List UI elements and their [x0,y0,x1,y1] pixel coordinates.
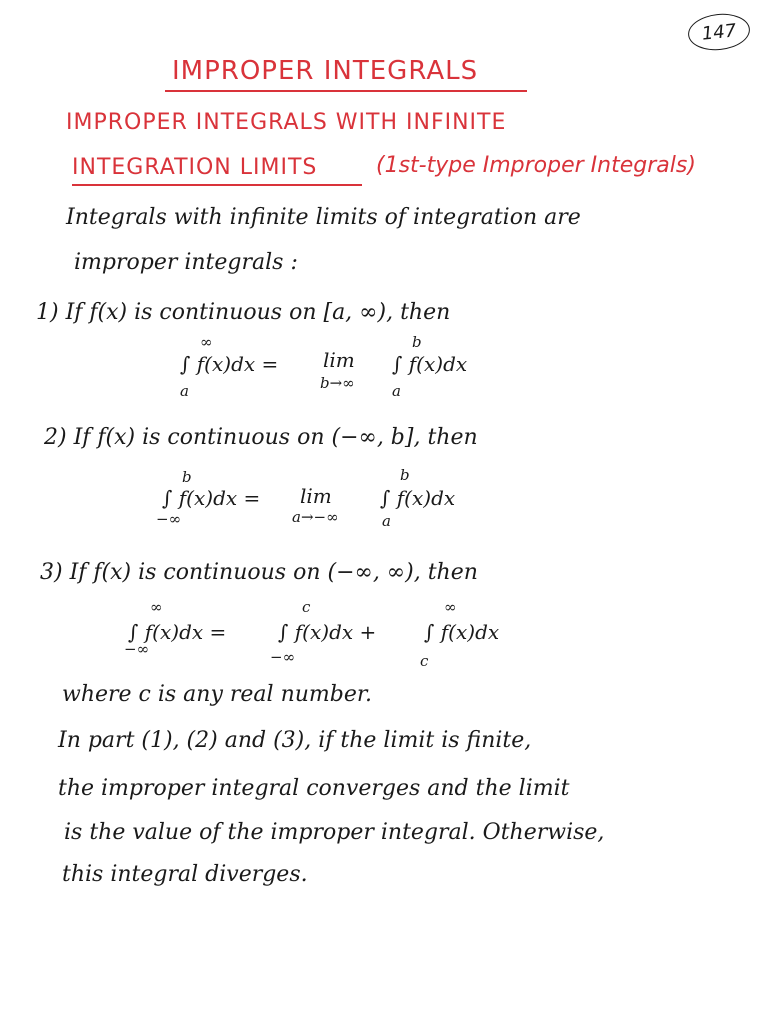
case-1-lower-limit-lhs: a [180,382,189,400]
case-2-lim: lim [300,484,332,508]
case-3-upper-limit-lhs: ∞ [150,598,163,616]
case-3-statement: 3) If f(x) is continuous on (−∞, ∞), then [40,560,478,585]
title-underline [165,90,527,92]
case-1-lim-subscript: b→∞ [320,374,355,392]
intro-line-2: improper integrals : [74,250,298,275]
section-heading-line1: IMPROPER INTEGRALS WITH INFINITE [66,110,507,135]
page-number-badge [686,11,751,53]
case-1-upper-limit-rhs: b [412,333,422,351]
section-heading-parenthetical: (1st-type Improper Integrals) [376,153,696,178]
case-3-lower-limit-mid: −∞ [270,648,296,666]
section-heading-underline [72,184,362,186]
case-3-lower-limit-lhs: −∞ [124,640,150,658]
case-1-upper-limit-lhs: ∞ [200,333,213,351]
case-2-lower-limit-rhs: a [382,512,391,530]
where-note: where c is any real number. [62,682,372,707]
case-3-lhs: ∫ f(x)dx = [128,620,227,644]
case-2-lower-limit-lhs: −∞ [156,510,182,528]
case-1-lhs: ∫ f(x)dx = [180,352,279,376]
case-1-statement: 1) If f(x) is continuous on [a, ∞), then [36,300,451,325]
conclusion-line-2: the improper integral converges and the limit [58,776,570,801]
conclusion-line-1: In part (1), (2) and (3), if the limit is finite, [58,728,532,753]
case-3-upper-limit-mid: c [302,598,311,616]
case-2-upper-limit-rhs: b [400,466,410,484]
case-3-lower-limit-rhs: c [420,652,429,670]
case-1-lower-limit-rhs: a [392,382,401,400]
section-heading-line2: INTEGRATION LIMITS [72,155,318,180]
intro-line-1: Integrals with infinite limits of integration are [66,205,581,230]
case-2-rhs: ∫ f(x)dx [380,486,456,510]
page-title: IMPROPER INTEGRALS [172,56,479,86]
case-1-rhs: ∫ f(x)dx [392,352,468,376]
conclusion-line-3: is the value of the improper integral. Otherwise, [64,820,605,845]
case-2-lim-subscript: a→−∞ [292,508,339,526]
conclusion-line-4: this integral diverges. [62,862,308,887]
case-2-lhs: ∫ f(x)dx = [162,486,261,510]
case-2-statement: 2) If f(x) is continuous on (−∞, b], then [44,425,478,450]
case-3-mid: ∫ f(x)dx + [278,620,377,644]
case-1-lim: lim [323,348,355,372]
page-number: 147 [700,19,738,45]
case-3-upper-limit-rhs: ∞ [444,598,457,616]
case-2-upper-limit-lhs: b [182,468,192,486]
case-3-rhs: ∫ f(x)dx [424,620,500,644]
